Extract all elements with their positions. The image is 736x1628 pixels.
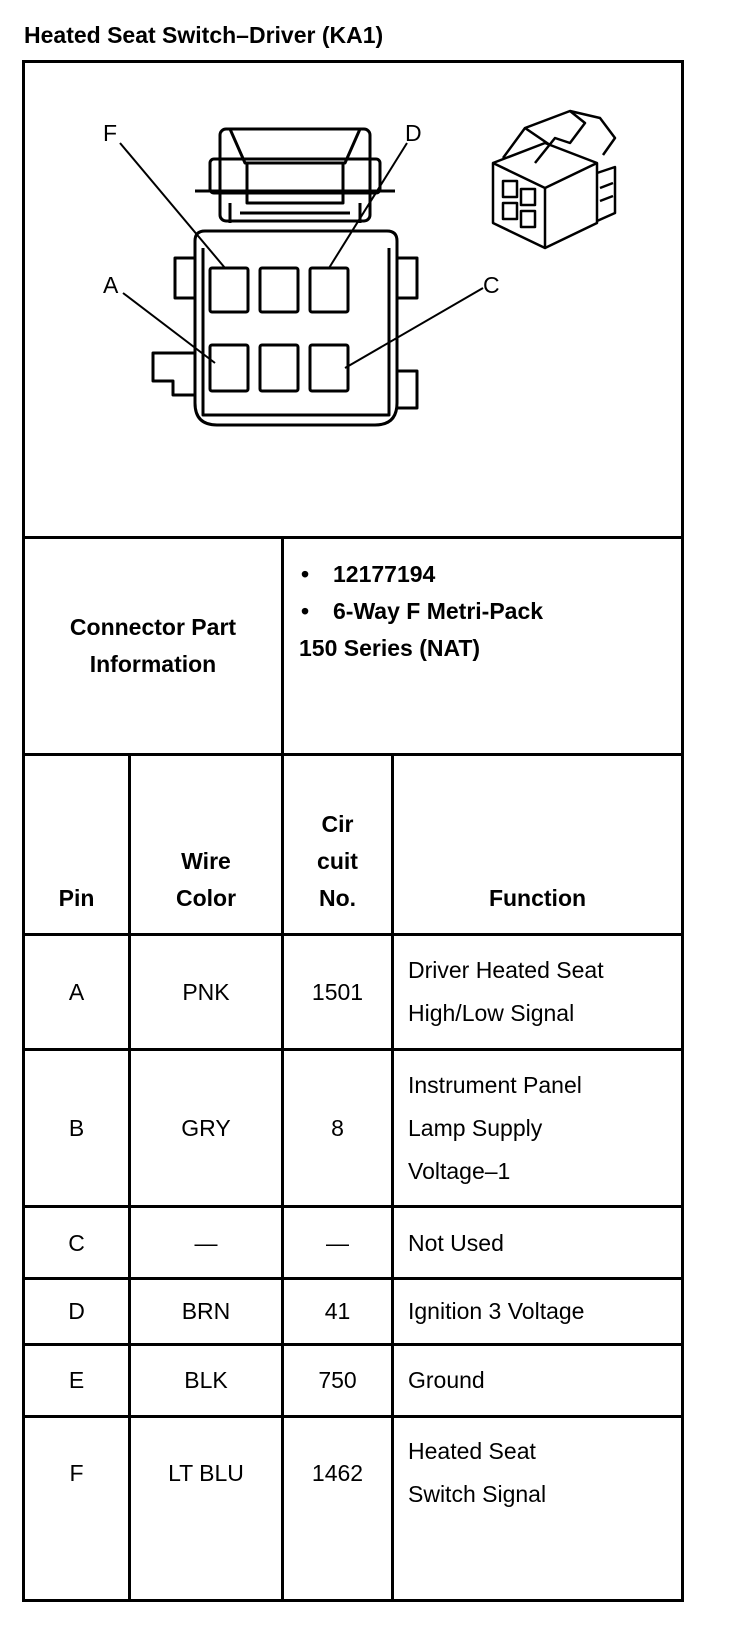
divider-info — [22, 753, 684, 756]
connector-info-label: Connector Part Information — [69, 614, 237, 677]
header-wire-color: Wire Color — [175, 848, 237, 911]
connector-face-drawing — [153, 129, 417, 425]
connector-table: F D A C Connector Part Information • 12177194 • 6-Way F Metri-Pack 150 Series (NAT) Pin Wire Color Cir cuit No. Function A PNK 1501 Driver Heated Seat High/Low Signal B GRY 8 Instrument Panel Lamp Supply Voltage–1 C — — Not Used D BRN 41 Ignition 3 Voltage E BLK 750 Ground F LT BLU 1462 Heated Seat Switch Signal — [22, 60, 704, 1602]
divider-row-e — [22, 1415, 684, 1418]
bullet-icon: • — [301, 561, 310, 587]
divider-row-b — [22, 1205, 684, 1208]
connector-info-item: • 12177194 — [299, 556, 679, 593]
header-pin: Pin — [58, 885, 95, 911]
page-title: Heated Seat Switch–Driver (KA1) — [24, 22, 384, 48]
header-function: Function — [488, 885, 587, 911]
divider-row-a — [22, 1048, 684, 1051]
divider-header — [22, 933, 684, 936]
callout-label-f: F — [103, 120, 118, 146]
callout-label-c: C — [483, 272, 500, 298]
connector-diagram — [25, 63, 681, 536]
divider-row-c — [22, 1277, 684, 1280]
bullet-icon: • — [301, 598, 310, 624]
callout-leaders — [120, 143, 483, 368]
connector-info-item: • 6-Way F Metri-Pack — [299, 593, 679, 630]
divider-row-d — [22, 1343, 684, 1346]
col-divider-info — [281, 536, 284, 753]
callout-label-a: A — [103, 272, 119, 298]
connector-info-list — [299, 556, 679, 667]
border-right — [681, 60, 684, 1602]
border-bottom — [22, 1599, 684, 1602]
header-circuit-no: Cir cuit No. — [317, 811, 358, 911]
connector-3d-thumbnail — [493, 111, 615, 248]
connector-info-continuation: 150 Series (NAT) — [299, 635, 481, 661]
callout-label-d: D — [405, 120, 422, 146]
